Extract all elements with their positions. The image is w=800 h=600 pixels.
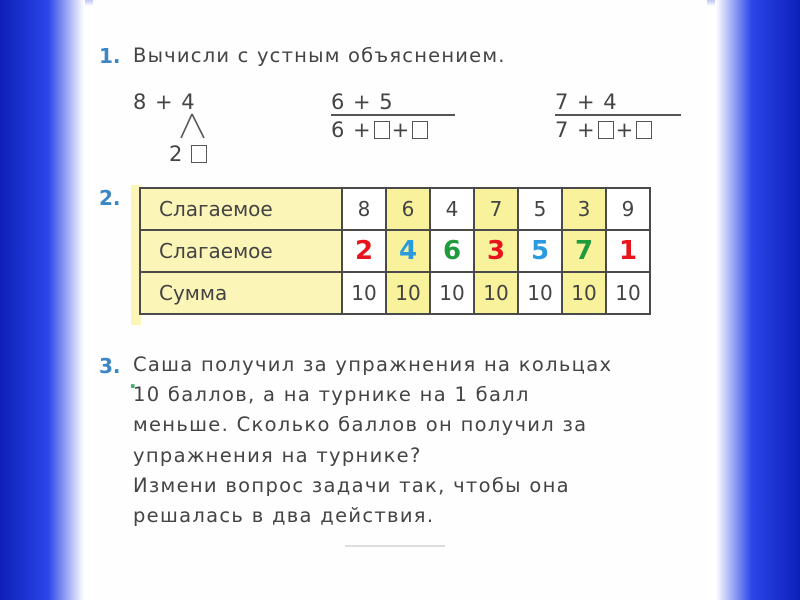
table-cell: 7 [474, 188, 518, 230]
task2-number: 2. [99, 186, 121, 210]
task3-text [133, 350, 703, 531]
decomposition-branch-icon [177, 112, 207, 142]
table-cell: 3 [562, 188, 606, 230]
task3-line: упражнения на турнике? [133, 443, 422, 467]
addition-table [139, 187, 651, 315]
task1-number: 1. [99, 44, 121, 68]
task1-expr1: 8 + 4 [133, 90, 196, 114]
task1-split-value: 2 [169, 142, 184, 166]
answer-cell: 5 [518, 230, 562, 272]
answer-cell: 3 [474, 230, 518, 272]
task1-title: Вычисли с устным объяснением. [133, 44, 506, 67]
task3-line: меньше. Сколько баллов он получил за [133, 413, 588, 437]
table-row [140, 230, 650, 272]
table-cell: 10 [518, 272, 562, 314]
task1-expr3-part-b: + [615, 118, 635, 142]
empty-box-icon [374, 121, 390, 139]
table-cell: 5 [518, 188, 562, 230]
task1-expr1-split [169, 142, 209, 166]
answer-cell: 7 [562, 230, 606, 272]
answer-cell: 4 [386, 230, 430, 272]
table-row [140, 272, 650, 314]
page-footer-line [345, 545, 445, 547]
answer-cell: 6 [430, 230, 474, 272]
task3-line: 10 баллов, а на турнике на 1 балл [133, 383, 530, 407]
answer-cell: 2 [342, 230, 386, 272]
row-label: Слагаемое [140, 188, 342, 230]
table-row [140, 188, 650, 230]
task3-line: Измени вопрос задачи так, чтобы она [133, 473, 570, 497]
task1-expr3-bottom [555, 118, 654, 142]
table-cell: 10 [562, 272, 606, 314]
empty-box-icon [191, 145, 207, 163]
task1-expr2-part-a: 6 + [331, 118, 372, 142]
task1-expr3-top: 7 + 4 [555, 90, 618, 114]
table-cell: 10 [474, 272, 518, 314]
task3-line: Саша получил за упражнения на кольцах [133, 353, 613, 376]
answer-cell: 1 [606, 230, 650, 272]
task1-expr2-part-b: + [391, 118, 411, 142]
task3-number: 3. [99, 354, 121, 378]
task1-expr3-part-a: 7 + [555, 118, 596, 142]
row-label: Слагаемое [140, 230, 342, 272]
task1-expr3-rule [555, 114, 681, 116]
table-cell: 10 [606, 272, 650, 314]
task3-line: решалась в два действия. [133, 504, 435, 528]
table-cell: 4 [430, 188, 474, 230]
table-cell: 6 [386, 188, 430, 230]
table-cell: 10 [342, 272, 386, 314]
empty-box-icon [598, 121, 614, 139]
empty-box-icon [636, 121, 652, 139]
green-dot-mark: · [129, 374, 137, 398]
task1-expr2-top: 6 + 5 [331, 90, 394, 114]
table-cell: 10 [430, 272, 474, 314]
task1-expr2-bottom [331, 118, 430, 142]
textbook-page [93, 0, 707, 600]
table-cell: 9 [606, 188, 650, 230]
empty-box-icon [412, 121, 428, 139]
row-label: Сумма [140, 272, 342, 314]
task1-expr2-rule [331, 114, 455, 116]
table-cell: 10 [386, 272, 430, 314]
table-cell: 8 [342, 188, 386, 230]
